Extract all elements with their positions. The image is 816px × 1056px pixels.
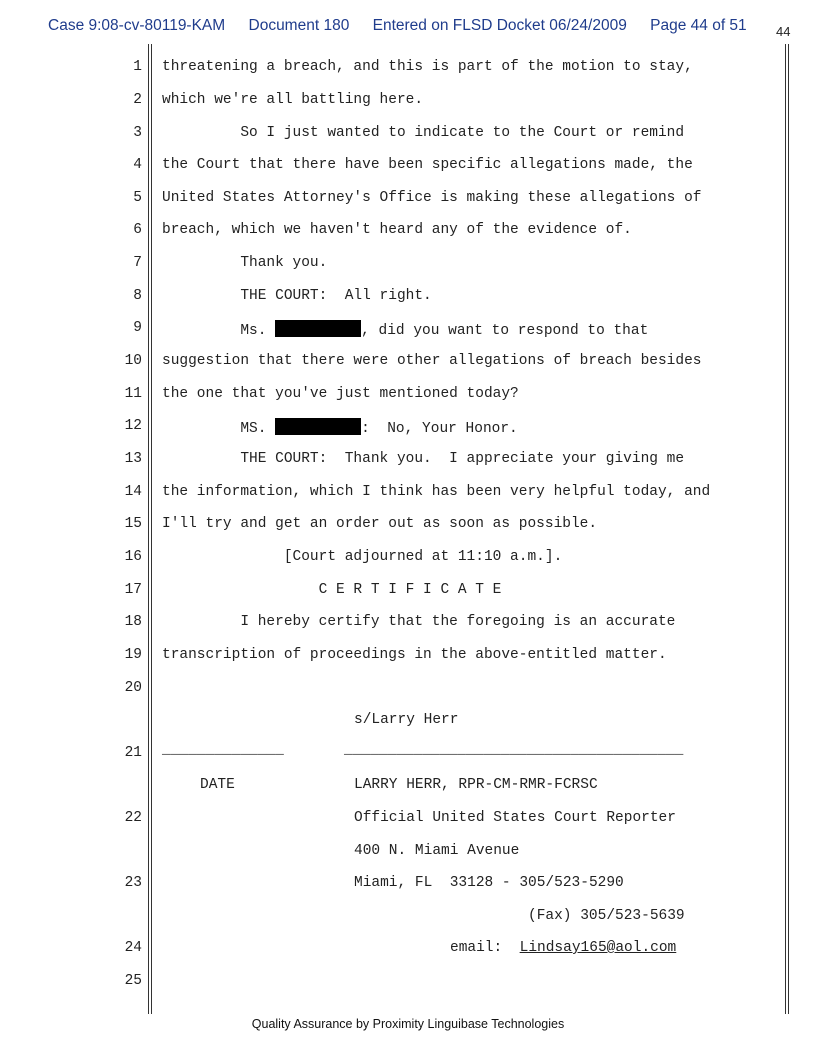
line-9-start: Ms. [162,323,276,339]
line-number: 20 [124,680,142,696]
transcript-line-14: the information, which I think has been very helpful today, and [162,484,711,500]
transcript-line-9 [162,320,648,339]
fax-number: (Fax) 305/523-5639 [528,908,685,924]
line-number: 5 [133,190,142,206]
email-label: email: [450,940,503,956]
transcript-line-15: I'll try and get an order out as soon as possible. [162,516,598,532]
address-line-1: 400 N. Miami Avenue [354,843,520,859]
line-number: 6 [133,222,142,238]
line-number: 16 [124,549,142,565]
line-number: 4 [133,157,142,173]
email-link[interactable]: Lindsay165@aol.com [519,940,677,956]
transcript-line-4: the Court that there have been specific allegations made, the [162,157,693,173]
redaction-box [275,320,361,337]
line-number: 19 [124,647,142,663]
redaction-box [275,418,361,435]
line-number: 23 [124,875,142,891]
line-number: 24 [124,940,142,956]
date-label: DATE [200,777,235,793]
line-number: 3 [133,125,142,141]
line-number: 11 [124,386,142,402]
date-line: ______________ [162,742,284,758]
line-number: 14 [124,484,142,500]
line-number: 1 [133,59,142,75]
certificate-heading: C E R T I F I C A T E [162,582,502,598]
left-margin-rule-inner [151,44,152,1014]
line-number: 18 [124,614,142,630]
document-number: Document 180 [248,17,350,34]
transcript-line-7: Thank you. [162,255,328,271]
line-number: 13 [124,451,142,467]
transcript-line-13: THE COURT: Thank you. I appreciate your giving me [162,451,685,467]
line-number: 25 [124,973,142,989]
line-number: 10 [124,353,142,369]
transcript-line-10: suggestion that there were other allegations of breach besides [162,353,702,369]
line-number: 15 [124,516,142,532]
line-number: 21 [124,745,142,761]
line-12-start: MS. [162,421,276,437]
line-9-end: , did you want to respond to that [361,323,649,339]
transcript-line-8: THE COURT: All right. [162,288,432,304]
transcript-line-3: So I just wanted to indicate to the Court or remind [162,125,685,141]
email-row [450,940,676,956]
transcript-line-19: transcription of proceedings in the above-entitled matter. [162,647,667,663]
docket-entry: Entered on FLSD Docket 06/24/2009 [372,17,627,34]
signature: s/Larry Herr [354,712,459,728]
line-number: 17 [124,582,142,598]
transcript-line-6: breach, which we haven't heard any of the evidence of. [162,222,632,238]
transcript-line-12 [162,418,518,437]
line-12-end: : No, Your Honor. [361,421,518,437]
reporter-title: Official United States Court Reporter [354,810,676,826]
transcript-line-16: [Court adjourned at 11:10 a.m.]. [162,549,563,565]
footer-text: Quality Assurance by Proximity Linguibase Technologies [251,1017,565,1031]
line-number: 7 [133,255,142,271]
transcript-line-18: I hereby certify that the foregoing is an accurate [162,614,676,630]
transcript-line-2: which we're all battling here. [162,92,424,108]
transcript-line-5: United States Attorney's Office is making these allegations of [162,190,702,206]
case-number: Case 9:08-cv-80119-KAM [48,17,226,34]
right-margin-rule-inner [788,44,789,1014]
line-number: 2 [133,92,142,108]
signature-line: _______________________________________ [344,742,684,758]
line-number: 22 [124,810,142,826]
right-margin-rule [785,44,786,1014]
line-number: 8 [133,288,142,304]
page-number: 44 [776,24,791,39]
left-margin-rule [148,44,149,1014]
line-number: 12 [124,418,142,434]
page-of-total: Page 44 of 51 [650,17,747,34]
transcript-line-11: the one that you've just mentioned today? [162,386,519,402]
address-line-2: Miami, FL 33128 - 305/523-5290 [354,875,624,891]
reporter-name: LARRY HERR, RPR-CM-RMR-FCRSC [354,777,598,793]
transcript-line-1: threatening a breach, and this is part of the motion to stay, [162,59,693,75]
line-number: 9 [133,320,142,336]
docket-header [48,17,751,35]
